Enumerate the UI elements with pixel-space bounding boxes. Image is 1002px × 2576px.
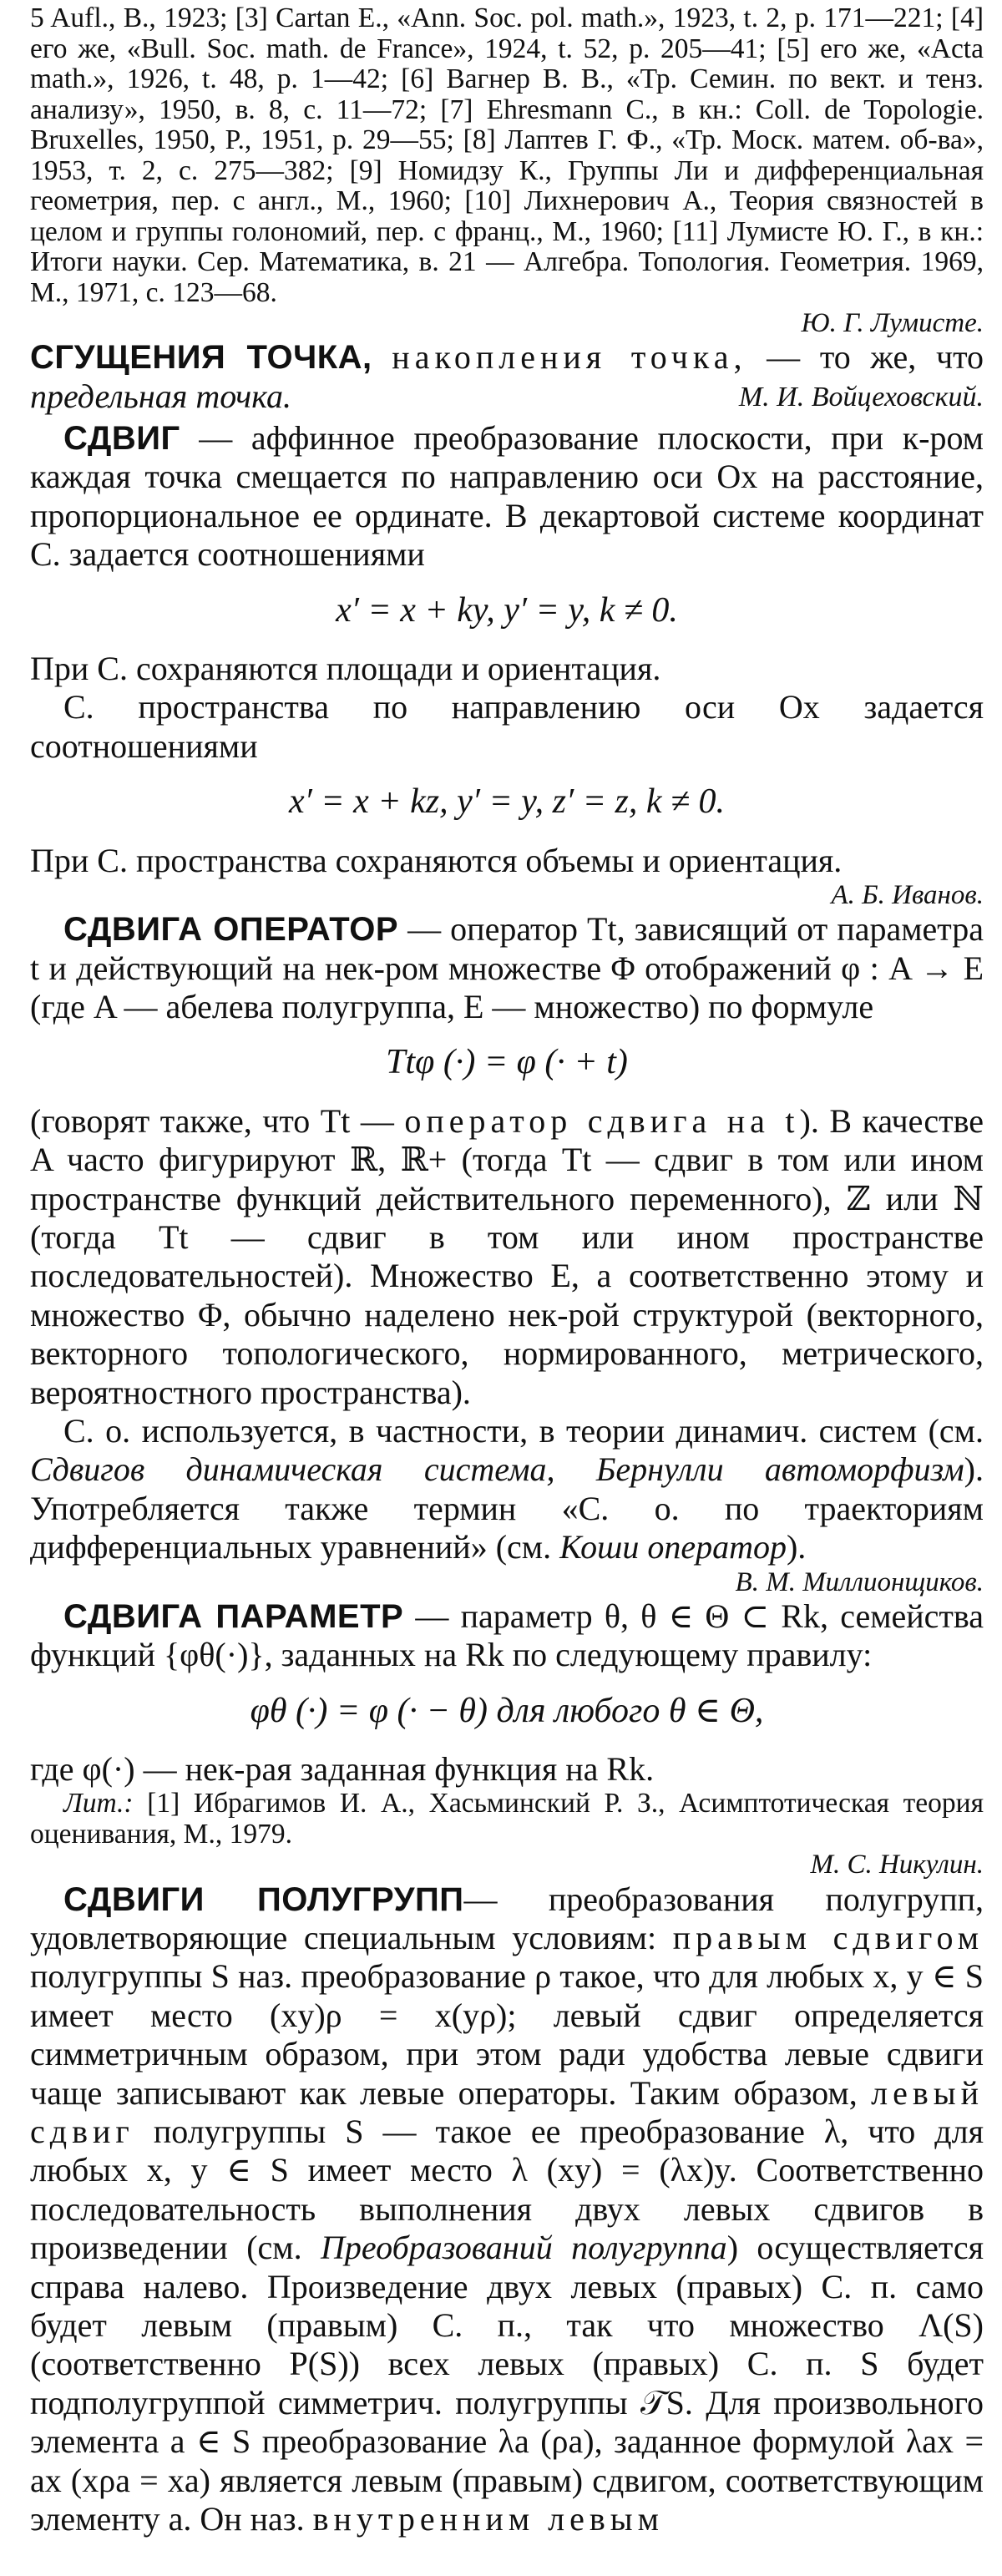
entry-text: — параметр θ, θ ∈ Θ ⊂ Rk, семейства функций {φθ(·)}, заданных на Rk по следующему правилу: <box>30 1597 984 1674</box>
headword-sdviga-operator: СДВИГА ОПЕРАТОР <box>63 911 399 949</box>
signature-ivanov: А. Б. Иванов. <box>831 879 984 910</box>
references-signature: Ю. Г. Лумисте. <box>801 308 984 338</box>
literature-label: Лит.: <box>63 1788 134 1819</box>
entry-text: — преобразования полугрупп, удовлетворяющие специальным условиям: <box>30 1880 984 1957</box>
literature-parametr <box>30 1789 984 1850</box>
entry-text: — аффинное преобразование плоскости, при к-ром каждая точка смещается по направлению оси Ox на расстояние, пропорциональное ее ординате. В декартовой системе координат С. задается соотношениями <box>30 419 984 574</box>
cross-reference-link[interactable]: Коши оператор <box>559 1528 787 1566</box>
formula-shift-operator: Ttφ (·) = φ (· + t) <box>386 1043 628 1082</box>
formula-plane-shear: x′ = x + ky, y′ = y, k ≠ 0. <box>336 590 678 630</box>
headword-sdvigi-polugrupp: СДВИГИ ПОЛУГРУПП <box>63 1880 464 1918</box>
entry-sgushcheniya <box>30 338 984 416</box>
cross-reference-link[interactable]: Преобразований полугруппа <box>321 2229 727 2267</box>
spaced-term-right-shift: правым сдвигом <box>672 1919 984 1957</box>
entry-text: ). <box>786 1528 807 1566</box>
entry-sdviga-operator <box>30 910 984 1026</box>
entry-text: полугруппы S — такое ее преобразование λ, что для любых x, y ∈ S имеет место λ (xy) = (λx)y. Соответственно последовательность выполнения двух левых сдвигов в произведении (см. <box>30 2113 984 2267</box>
spaced-term-operator: оператор сдвига на t <box>404 1101 800 1140</box>
formula-space-shear: x′ = x + kz, y′ = y, z′ = z, k ≠ 0. <box>288 782 726 822</box>
headword-sdviga-parametr: СДВИГА ПАРАМЕТР <box>63 1597 404 1635</box>
signature-voitsekhovsky: М. И. Войцеховский. <box>738 381 984 412</box>
spaced-term-left-shift: левый сдвиг <box>30 2073 984 2151</box>
entry-text: ). В качестве A часто фигурируют ℝ, ℝ+ (тогда Tt — сдвиг в том или ином пространстве функций действительного переменного), ℤ или ℕ (тогда Tt — сдвиг в том или ином пространстве последовательностей). Множество E, а соответственно этому и множество Φ, обычно наделено нек-рой структурой (векторного, векторного топологического, нормированного, метрического, вероятностного пространства). <box>30 1101 984 1411</box>
headword-sdvig: СДВИГ <box>63 420 180 458</box>
entry-text: ) осуществляется справа налево. Произведение двух левых (правых) С. п. само будет левым (правым) С. п., так что множество Λ(S) (соответственно P(S)) всех левых (правых) С. п. S будет подполугруппой симметрич. полугруппы 𝒯S. Для произвольного элемента a ∈ S преобразование λa (ρa), заданное формулой λax = ax (xρa = xa) является левым (правым) сдвигом, соответствующим элементу a. Он наз. <box>30 2229 984 2538</box>
entry-text: (говорят также, что Tt — <box>30 1101 394 1140</box>
cross-reference-link[interactable]: предельная точка. <box>30 377 291 415</box>
entry-operator-body <box>30 1102 984 1412</box>
entry-text-area: При С. сохраняются площади и ориентация. <box>30 650 661 688</box>
entry-operator-usage <box>30 1412 984 1567</box>
signature-millionshchikov: В. М. Миллионщиков. <box>735 1566 984 1597</box>
formula-shift-parameter: φθ (·) = φ (· − θ) для любого θ ∈ Θ, <box>250 1691 764 1730</box>
cross-reference-link[interactable]: Сдвигов динамическая система, Бернулли автоморфизм <box>30 1450 964 1489</box>
entry-text: С. о. используется, в частности, в теории динамич. систем (см. <box>63 1411 984 1450</box>
references-text: 5 Aufl., B., 1923; [3] Cartan E., «Ann. Soc. pol. math.», 1923, t. 2, p. 171—221; [4] его же, «Bull. Soc. math. de France», 1924, t. 52, p. 205—41; [5] его же, «Acta math.», 1926, t. 48, p. 1—42; [6] Вагнер В. В., «Тр. Семин. по вект. и тенз. анализу», 1950, в. 8, с. 11—72; [7] Ehresmann C., в кн.: Coll. de Topologie. Bruxelles, 1950, P., 1951, p. 29—55; [8] Лаптев Г. Ф., «Тр. Моск. матем. об-ва», 1953, т. 2, с. 275—382; [9] Номидзу К., Группы Ли и дифференциальная геометрия, пер. с англ., М., 1960; [10] Лихнерович А., Теория связностей в целом и группы голономий, пер. с франц., М., 1960; [11] Лумисте Ю. Г., в кн.: Итоги науки. Сер. Математика, в. 21 — Алгебра. Топология. Геометрия. 1969, М., 1971, с. 123—68. <box>30 3 984 308</box>
literature-text: [1] Ибрагимов И. А., Хасьминский Р. З., Асимптотическая теория оценивания, М., 1979. <box>30 1788 984 1850</box>
entry-text-space: С. пространства по направлению оси Ox задается соотношениями <box>30 688 984 765</box>
spaced-term-nakopleniya: накопления точка, <box>392 338 747 377</box>
entry-sdvigi-polugrupp <box>30 1880 984 2539</box>
entry-text: ). Употребляется также термин «С. о. по траекториям дифференциальных уравнений» (см. <box>30 1450 984 1566</box>
references-tail <box>30 3 984 308</box>
headword-sgushcheniya: СГУЩЕНИЯ ТОЧКА, <box>30 339 372 377</box>
signature-nikulin: М. С. Никулин. <box>810 1850 984 1880</box>
entry-text: — то же, что <box>767 338 984 377</box>
entry-text-function: где φ(·) — нек-рая заданная функция на Rk. <box>30 1750 655 1788</box>
spaced-term-inner-left: внутренним левым <box>312 2499 664 2538</box>
entry-text: — оператор Tt, зависящий от параметра t и действующий на нек-ром множестве Φ отображений φ : A → E (где A — абелева полугруппа, E — множество) по формуле <box>30 910 984 1026</box>
entry-text-volume: При С. пространства сохраняются объемы и ориентация. <box>30 841 843 879</box>
entry-sdvig <box>30 419 984 574</box>
entry-text: полугруппы S наз. преобразование ρ такое, что для любых x, y ∈ S имеет место (xy)ρ = x(yρ); левый сдвиг определяется симметричным образом, при этом ради удобства левые сдвиги чаще записывают как левые операторы. Таким образом, <box>30 1957 984 2112</box>
entry-sdviga-parametr <box>30 1597 984 1675</box>
